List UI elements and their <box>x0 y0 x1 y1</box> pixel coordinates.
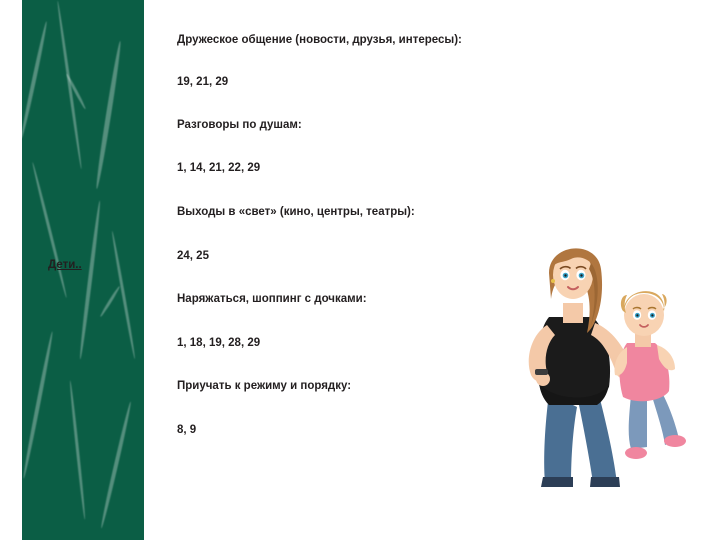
text-line-2: 19, 21, 29 <box>177 76 229 88</box>
text-line-9: Приучать к режиму и порядку: <box>177 380 352 392</box>
text-line-7: Наряжаться, шоппинг с дочками: <box>177 293 367 305</box>
mother-and-daughter-illustration <box>505 225 705 490</box>
text-line-3: Разговоры по душам: <box>177 119 302 131</box>
text-line-4: 1, 14, 21, 22, 29 <box>177 162 261 174</box>
text-line-1: Дружеское общение (новости, друзья, интересы): <box>177 34 462 46</box>
text-line-5: Выходы в «свет» (кино, центры, театры): <box>177 206 415 218</box>
text-line-8: 1, 18, 19, 28, 29 <box>177 337 261 349</box>
text-line-10: 8, 9 <box>177 424 197 436</box>
text-line-6: 24, 25 <box>177 250 209 262</box>
side-label-children: Дети.. <box>48 259 82 271</box>
decorative-green-marble-strip <box>22 0 144 540</box>
